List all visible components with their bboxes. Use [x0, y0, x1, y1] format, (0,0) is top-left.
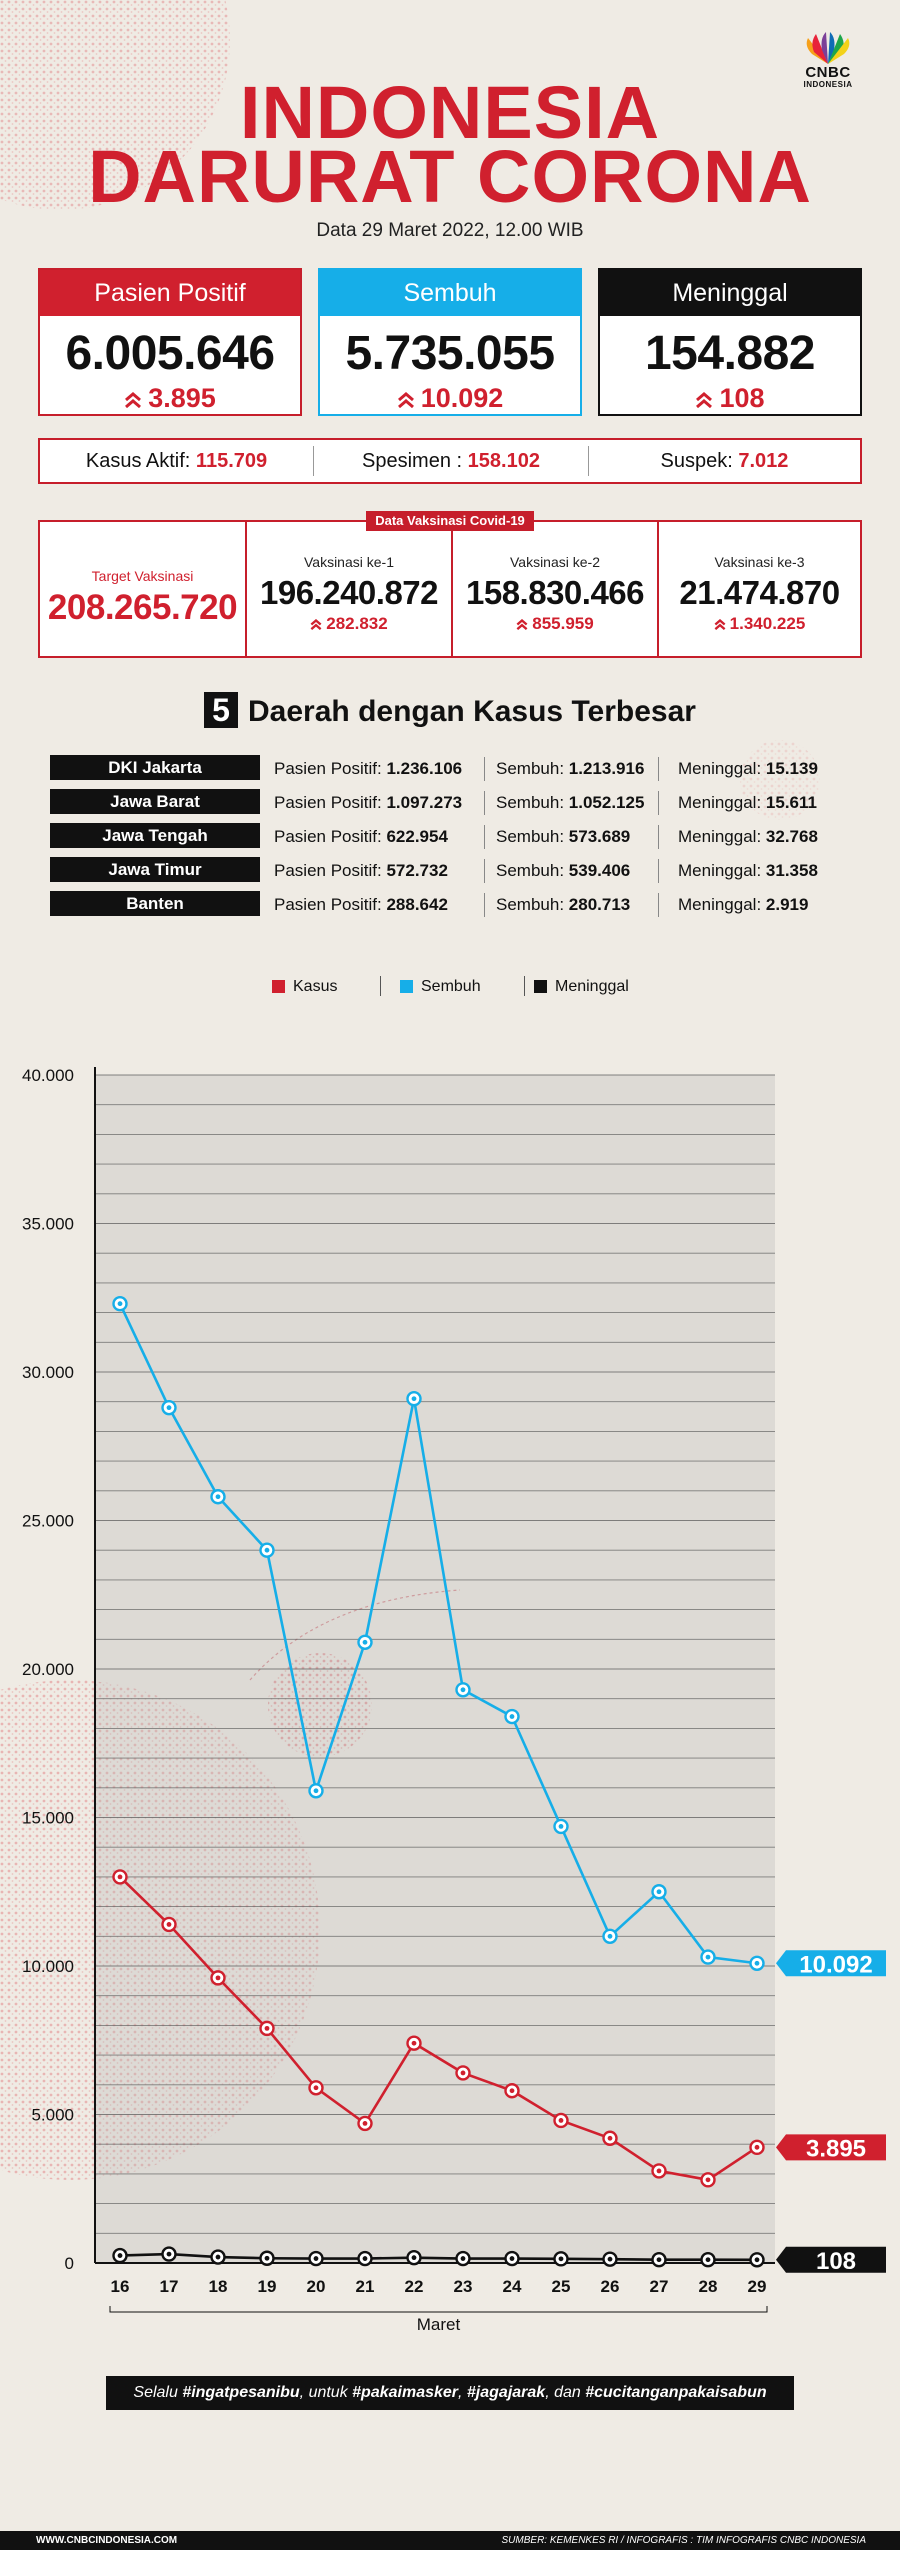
stat-positive-delta: 3.895 [148, 383, 216, 413]
region-recovered-value: 539.406 [568, 861, 631, 880]
region-name: DKI Jakarta [50, 755, 260, 780]
region-deaths-value: 2.919 [765, 895, 809, 914]
stat-deaths-delta-row [600, 383, 860, 414]
double-chevron-up-icon [124, 392, 142, 408]
vaccination-tag: Data Vaksinasi Covid-19 [366, 511, 534, 531]
region-positive-value: 1.097.273 [386, 793, 463, 812]
legend-swatch-meninggal [534, 980, 547, 993]
regions-table [50, 752, 870, 922]
y-tick-label: 35.000 [22, 1214, 74, 1234]
region-recovered-value: 280.713 [568, 895, 631, 914]
vaccination-dose2 [453, 522, 657, 656]
divider [380, 976, 381, 996]
y-tick-label: 30.000 [22, 1363, 74, 1382]
y-tick-label: 10.000 [22, 1957, 74, 1976]
active-cases-value: 115.709 [195, 450, 268, 472]
specimen-value: 158.102 [467, 450, 540, 472]
hashtag-1: #ingatpesanibu [182, 2384, 300, 2401]
data-point-core-sembuh [167, 1405, 172, 1410]
region-positive [274, 793, 462, 813]
double-chevron-up-icon [310, 619, 322, 630]
data-point-core-kasus [510, 2088, 515, 2093]
region-recovered [496, 895, 630, 915]
stat-recovered-delta: 10.092 [420, 383, 504, 413]
region-recovered [496, 827, 630, 847]
data-point-core-meninggal [559, 2256, 564, 2261]
data-point-core-sembuh [608, 1934, 613, 1939]
x-tick-label: 28 [698, 2277, 718, 2296]
data-point-core-kasus [265, 2026, 270, 2031]
suspect-value: 7.012 [738, 450, 789, 472]
dose1-delta-row [247, 614, 451, 634]
divider [524, 976, 525, 996]
y-tick-label: 40.000 [22, 1066, 74, 1085]
stat-recovered [318, 268, 582, 416]
region-positive [274, 861, 448, 881]
region-recovered [496, 861, 630, 881]
suspect [589, 440, 860, 482]
x-tick-label: 21 [355, 2277, 375, 2296]
active-cases [40, 440, 313, 482]
region-positive [274, 759, 462, 779]
dose2-label: Vaksinasi ke-2 [509, 554, 600, 570]
data-point-core-sembuh [559, 1824, 564, 1829]
data-point-core-sembuh [363, 1640, 368, 1645]
data-point-core-kasus [755, 2145, 760, 2150]
regions-heading-number: 5 [204, 692, 238, 728]
line-chart [0, 1040, 900, 2350]
data-point-core-kasus [461, 2071, 466, 2076]
divider [484, 757, 485, 781]
page-title-line2: DARURAT CORONA [88, 135, 812, 218]
data-point-core-sembuh [412, 1396, 417, 1401]
data-point-core-kasus [608, 2136, 613, 2141]
x-tick-label: 24 [502, 2277, 522, 2296]
region-deaths-value: 31.358 [765, 861, 818, 880]
stat-positive-label: Pasien Positif [40, 270, 300, 316]
region-deaths-label: Meninggal: [678, 895, 762, 914]
region-recovered-label: Sembuh: [496, 895, 565, 914]
stat-deaths-delta: 108 [719, 383, 765, 413]
hashtag-2: #pakaimasker [352, 2384, 459, 2401]
region-positive-label: Pasien Positif: [274, 793, 382, 812]
region-deaths-value: 32.768 [765, 827, 818, 846]
region-recovered-value: 1.052.125 [568, 793, 645, 812]
legend-label-meninggal: Meninggal [555, 978, 629, 995]
stat-deaths [598, 268, 862, 416]
divider [658, 825, 659, 849]
region-deaths [678, 759, 818, 779]
region-deaths-value: 15.139 [765, 759, 818, 778]
divider [658, 757, 659, 781]
divider [484, 825, 485, 849]
region-recovered [496, 759, 644, 779]
vaccination-dose3 [659, 522, 860, 656]
double-chevron-up-icon [714, 619, 726, 630]
region-recovered-label: Sembuh: [496, 827, 565, 846]
x-tick-label: 29 [747, 2277, 767, 2296]
end-label-meninggal: 108 [815, 2247, 857, 2275]
data-point-core-sembuh [314, 1788, 319, 1793]
x-tick-label: 18 [208, 2277, 228, 2296]
legend-item-meninggal [534, 978, 629, 996]
data-point-core-meninggal [461, 2256, 466, 2261]
page-title-line1: INDONESIA [239, 71, 661, 154]
data-point-core-meninggal [363, 2256, 368, 2261]
region-positive-label: Pasien Positif: [274, 759, 382, 778]
region-positive [274, 827, 448, 847]
data-date: Data 29 Maret 2022, 12.00 WIB [316, 220, 584, 241]
data-point-core-meninggal [510, 2256, 515, 2261]
y-tick-label: 20.000 [22, 1660, 74, 1679]
data-point-core-meninggal [265, 2256, 270, 2261]
legend-item-kasus [272, 978, 337, 996]
region-positive-label: Pasien Positif: [274, 861, 382, 880]
region-name: Jawa Tengah [50, 823, 260, 848]
legend-label-kasus: Kasus [293, 978, 338, 995]
region-deaths-label: Meninggal: [678, 793, 762, 812]
legend-swatch-kasus [272, 980, 285, 993]
specimen-label: Spesimen : [362, 450, 463, 472]
x-tick-label: 20 [306, 2277, 326, 2296]
region-name: Banten [50, 891, 260, 916]
hashtag-4: #cucitanganpakaisabun [585, 2384, 767, 2401]
data-point-core-meninggal [412, 2255, 417, 2260]
region-positive-label: Pasien Positif: [274, 895, 382, 914]
data-point-core-meninggal [216, 2255, 221, 2260]
data-point-core-sembuh [461, 1687, 466, 1692]
stat-positive [38, 268, 302, 416]
x-tick-label: 25 [551, 2277, 571, 2296]
x-tick-label: 19 [257, 2277, 277, 2296]
divider [658, 893, 659, 917]
region-recovered-label: Sembuh: [496, 793, 565, 812]
footer-site-link[interactable]: WWW.CNBCINDONESIA.COM [36, 2535, 178, 2546]
end-label-kasus: 3.895 [805, 2135, 867, 2163]
data-point-core-meninggal [706, 2257, 711, 2262]
data-point-core-kasus [118, 1875, 123, 1880]
stat-deaths-value: 154.882 [644, 327, 815, 380]
dose1-delta: 282.832 [326, 614, 388, 633]
region-recovered-value: 1.213.916 [568, 759, 645, 778]
region-deaths-label: Meninggal: [678, 827, 762, 846]
data-point-core-sembuh [216, 1494, 221, 1499]
dose3-delta-row [659, 614, 860, 634]
x-tick-label: 16 [110, 2277, 130, 2296]
dose2-delta-row [453, 614, 657, 634]
regions-heading [0, 692, 900, 729]
region-deaths-value: 15.611 [765, 793, 817, 812]
x-tick-label: 26 [600, 2277, 620, 2296]
dose3-delta: 1.340.225 [729, 614, 806, 633]
dose2-value: 158.830.466 [465, 574, 644, 611]
region-deaths-label: Meninggal: [678, 759, 762, 778]
region-deaths [678, 861, 818, 881]
region-row [50, 820, 870, 854]
secondary-stats-row [38, 438, 862, 484]
hashtag-sep-1: , untuk [299, 2384, 353, 2401]
region-deaths [678, 827, 818, 847]
stat-recovered-value: 5.735.055 [345, 327, 555, 380]
y-tick-label: 15.000 [22, 1808, 74, 1828]
data-point-core-kasus [559, 2118, 564, 2123]
double-chevron-up-icon [695, 392, 713, 408]
legend-swatch-sembuh [400, 980, 413, 993]
x-tick-label: 17 [159, 2277, 179, 2296]
dose3-value: 21.474.870 [679, 574, 840, 611]
data-point-core-kasus [167, 1922, 172, 1927]
stat-recovered-delta-row [320, 383, 580, 414]
data-point-core-sembuh [755, 1961, 760, 1966]
legend-item-sembuh [400, 978, 481, 996]
double-chevron-up-icon [397, 392, 415, 408]
vaccination-dose1 [247, 522, 451, 656]
data-point-core-kasus [706, 2177, 711, 2182]
stat-deaths-label: Meninggal [600, 270, 860, 316]
region-row [50, 888, 870, 922]
data-point-core-meninggal [608, 2257, 613, 2262]
region-positive-value: 572.732 [386, 861, 448, 880]
data-point-core-sembuh [118, 1301, 123, 1306]
data-point-core-sembuh [265, 1548, 270, 1553]
footer-source: SUMBER: KEMENKES RI / INFOGRAFIS : TIM INFOGRAFIS CNBC INDONESIA [501, 2535, 866, 2546]
region-positive-value: 622.954 [386, 827, 448, 846]
stat-positive-value: 6.005.646 [65, 327, 275, 380]
data-point-core-sembuh [510, 1714, 515, 1719]
y-tick-label: 5.000 [31, 2105, 74, 2125]
regions-heading-text: Daerah dengan Kasus Terbesar [248, 695, 696, 728]
stat-recovered-label: Sembuh [320, 270, 580, 316]
region-positive-label: Pasien Positif: [274, 827, 382, 846]
data-point-core-sembuh [657, 1889, 662, 1894]
hashtag-banner [106, 2376, 794, 2410]
peacock-logo-icon [798, 32, 858, 66]
x-axis-bracket [110, 2306, 767, 2312]
double-chevron-up-icon [516, 619, 528, 630]
divider [484, 791, 485, 815]
data-point-core-kasus [657, 2169, 662, 2174]
region-recovered-value: 573.689 [568, 827, 631, 846]
region-row [50, 752, 870, 786]
region-row [50, 786, 870, 820]
data-point-core-sembuh [706, 1955, 711, 1960]
region-deaths [678, 895, 808, 915]
x-tick-label: 27 [649, 2277, 669, 2296]
hashtag-prefix: Selalu [133, 2384, 183, 2401]
divider [484, 893, 485, 917]
data-point-core-kasus [216, 1975, 221, 1980]
data-point-core-kasus [314, 2085, 319, 2090]
dose1-value: 196.240.872 [259, 574, 438, 611]
vaccination-target [40, 522, 245, 656]
vaccination-target-value: 208.265.720 [47, 588, 238, 627]
region-positive-value: 1.236.106 [386, 759, 463, 778]
data-point-core-kasus [412, 2041, 417, 2046]
region-name: Jawa Timur [50, 857, 260, 882]
specimen [314, 440, 588, 482]
data-point-core-meninggal [755, 2257, 760, 2262]
end-label-sembuh: 10.092 [799, 1951, 873, 1979]
region-recovered [496, 793, 644, 813]
vaccination-target-label: Target Vaksinasi [91, 568, 194, 584]
hashtag-sep-3: , dan [545, 2384, 586, 2401]
dose2-delta: 855.959 [532, 614, 594, 633]
region-positive-value: 288.642 [386, 895, 448, 914]
divider [658, 791, 659, 815]
region-row [50, 854, 870, 888]
hashtag-3: #jagajarak [466, 2384, 546, 2401]
data-point-core-kasus [363, 2121, 368, 2126]
region-positive [274, 895, 448, 915]
footer [0, 2531, 900, 2550]
x-tick-label: 23 [453, 2277, 473, 2296]
data-point-core-meninggal [118, 2253, 123, 2258]
hashtag-sep-2: , [458, 2384, 467, 2401]
divider [484, 859, 485, 883]
region-deaths [678, 793, 817, 813]
region-recovered-label: Sembuh: [496, 861, 565, 880]
legend-label-sembuh: Sembuh [421, 978, 481, 995]
data-point-core-meninggal [167, 2252, 172, 2257]
logo-subtitle: INDONESIA [803, 80, 853, 89]
data-point-core-meninggal [314, 2256, 319, 2261]
active-cases-label: Kasus Aktif: [85, 450, 191, 472]
suspect-label: Suspek: [660, 450, 733, 472]
dose3-label: Vaksinasi ke-3 [714, 554, 805, 570]
divider [658, 859, 659, 883]
y-tick-label: 0 [64, 2254, 74, 2273]
dose1-label: Vaksinasi ke-1 [303, 554, 394, 570]
region-name: Jawa Barat [50, 789, 260, 814]
region-deaths-label: Meninggal: [678, 861, 762, 880]
stat-positive-delta-row [40, 383, 300, 414]
vaccination-panel [38, 520, 862, 658]
x-tick-label: 22 [404, 2277, 424, 2296]
region-recovered-label: Sembuh: [496, 759, 565, 778]
x-axis-label: Maret [416, 2315, 461, 2334]
logo-wordmark: CNBC [805, 64, 851, 81]
data-point-core-meninggal [657, 2257, 662, 2262]
y-tick-label: 25.000 [22, 1511, 74, 1531]
